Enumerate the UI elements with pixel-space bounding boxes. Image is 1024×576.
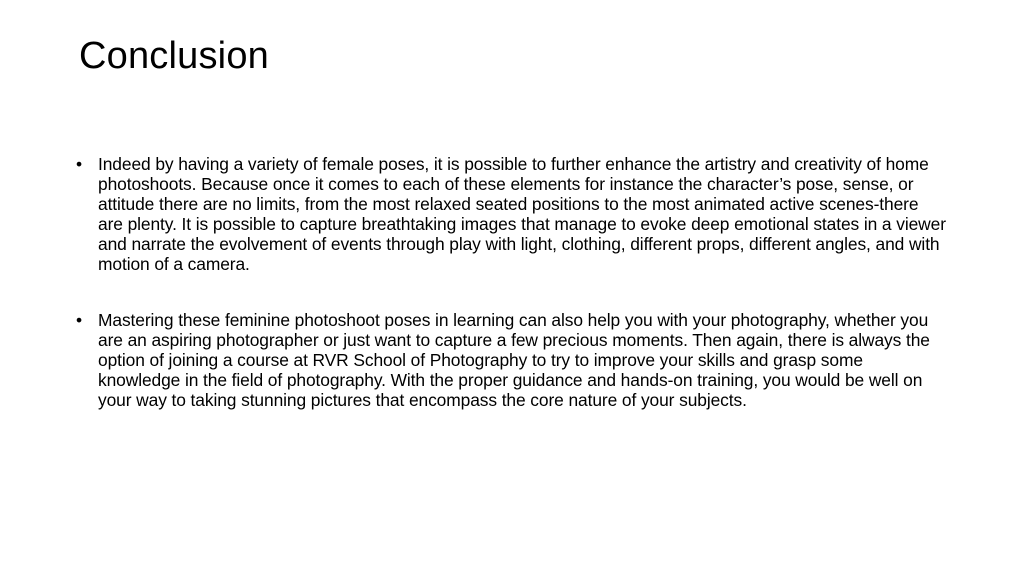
- bullet-item: [76, 310, 946, 410]
- bullet-dot-icon: •: [76, 154, 82, 174]
- bullet-text: Mastering these feminine photoshoot poses in learning can also help you with your photography, whether you are an aspiring photographer or just want to capture a few precious moments. Then again, there is always the option of joining a course at RVR School of Photography to try to improve your skills and grasp some knowledge in the field of photography. With the proper guidance and hands-on training, you would be well on your way to taking stunning pictures that encompass the core nature of your subjects.: [98, 310, 930, 410]
- bullet-item: [76, 154, 946, 274]
- bullet-list: [76, 154, 946, 446]
- bullet-text: Indeed by having a variety of female poses, it is possible to further enhance the artistry and creativity of home photoshoots. Because once it comes to each of these elements for instance the character’s pose, sense, or attitude there are no limits, from the most relaxed seated positions to the most animated active scenes-there are plenty. It is possible to capture breathtaking images that manage to evoke deep emotional states in a viewer and narrate the evolvement of events through play with light, clothing, different props, different angles, and with motion of a camera.: [98, 154, 946, 274]
- slide-title: Conclusion: [79, 35, 269, 77]
- bullet-dot-icon: •: [76, 310, 82, 330]
